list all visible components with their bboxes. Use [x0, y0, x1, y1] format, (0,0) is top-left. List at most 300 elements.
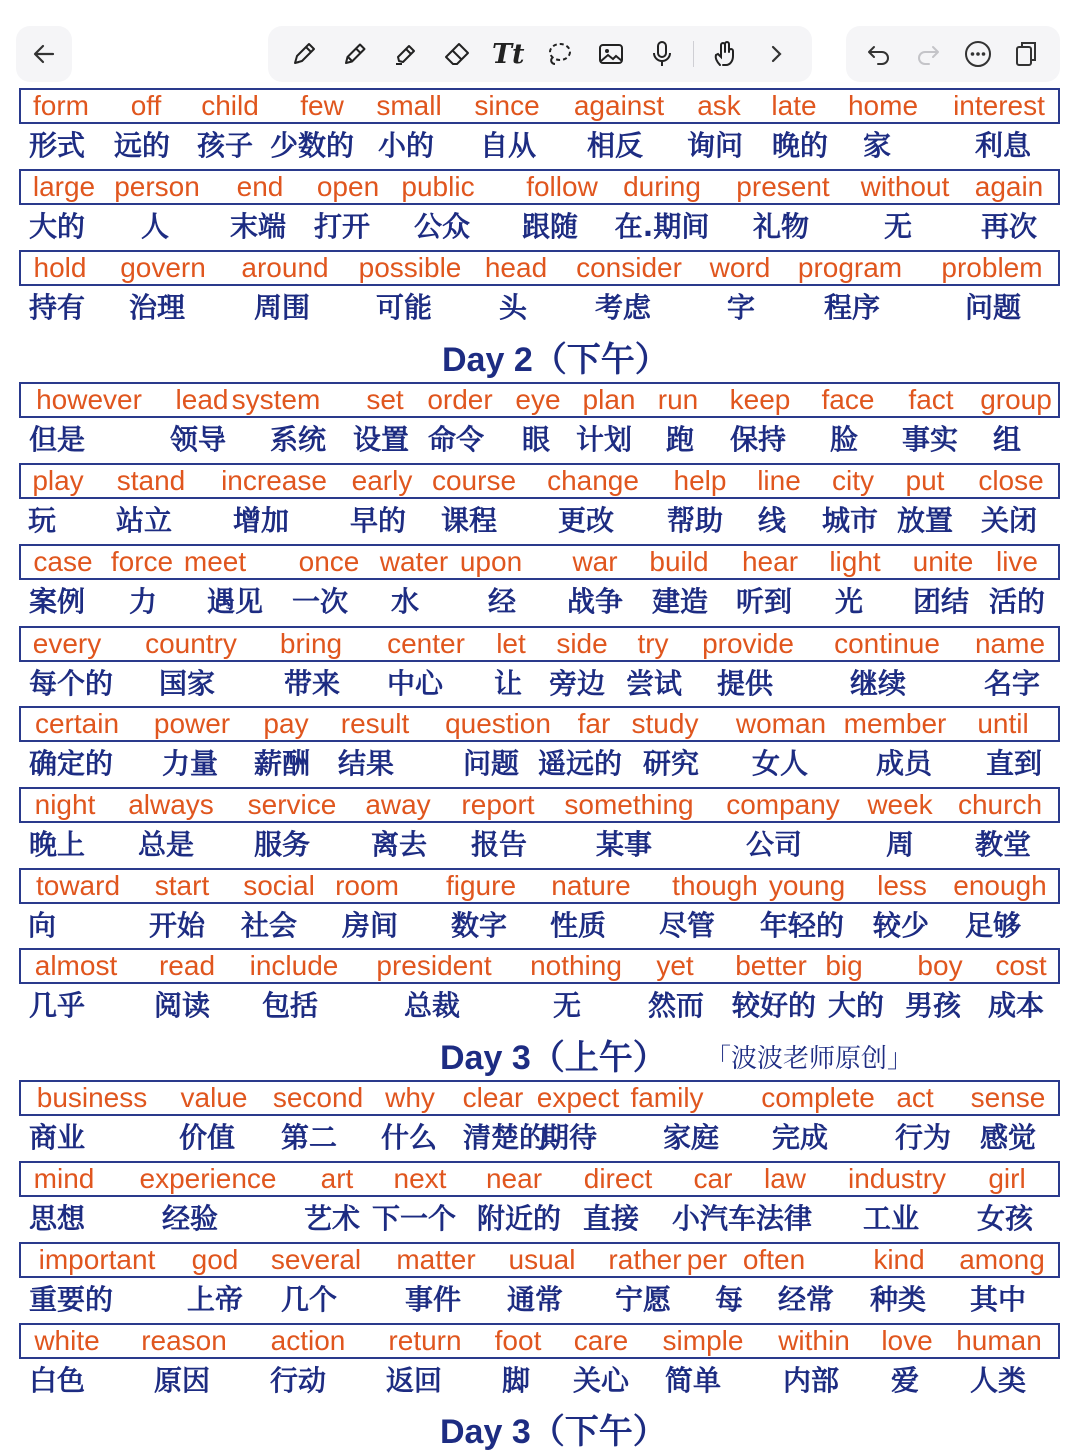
english-word: white [34, 1325, 100, 1356]
english-word: though [672, 870, 758, 901]
english-word: near [485, 1163, 543, 1194]
english-word: without [860, 171, 950, 202]
english-word: away [365, 789, 431, 820]
english-word: art [320, 1163, 354, 1194]
english-word: program [797, 252, 903, 283]
chinese-translation: 向 [27, 909, 57, 942]
back-button[interactable] [16, 26, 72, 82]
english-word: line [757, 465, 801, 496]
chinese-translation: 简单 [664, 1364, 722, 1397]
chinese-translation: 可能 [375, 291, 433, 324]
chinese-translations-row [0, 744, 1080, 784]
more-icon[interactable] [958, 34, 998, 74]
english-word: toward [35, 870, 121, 901]
chinese-translation: 人类 [969, 1364, 1027, 1397]
lasso-icon[interactable] [539, 34, 579, 74]
chinese-translation: 教堂 [974, 828, 1032, 861]
english-word: home [847, 90, 919, 121]
english-word: reason [141, 1325, 227, 1356]
english-word: week [867, 789, 933, 820]
chinese-translation: 询问 [686, 129, 744, 162]
chinese-translation: 大的 [28, 210, 86, 243]
chinese-translation: 离去 [370, 828, 428, 861]
english-word: play [32, 465, 84, 496]
english-word: open [316, 171, 380, 202]
chinese-translation: 增加 [232, 504, 290, 537]
english-word: build [649, 546, 709, 577]
english-word: ask [697, 90, 741, 121]
chinese-translation: 无 [883, 210, 913, 243]
chinese-translation: 行动 [269, 1364, 327, 1397]
english-word: boy [917, 950, 963, 981]
english-word: keep [729, 384, 791, 415]
chinese-translation: 礼物 [752, 210, 810, 243]
english-word: better [735, 950, 807, 981]
chinese-translation: 跑 [665, 423, 695, 456]
english-word: far [577, 708, 611, 739]
english-word: once [298, 546, 360, 577]
chinese-translation: 种类 [869, 1283, 927, 1316]
english-word: interest [953, 90, 1045, 121]
chinese-translation: 下一个 [371, 1202, 457, 1235]
chinese-translation: 水 [390, 585, 420, 618]
chinese-translation: 确定的 [28, 747, 114, 780]
chinese-translation: 周 [885, 828, 915, 861]
english-word: certain [34, 708, 120, 739]
pages-icon[interactable] [1007, 34, 1047, 74]
english-word: late [771, 90, 817, 121]
chinese-translations-row [0, 1361, 1080, 1401]
pencil-icon[interactable] [335, 34, 375, 74]
chinese-translations-row [0, 126, 1080, 166]
english-word: public [401, 171, 475, 202]
english-word: upon [459, 546, 523, 577]
english-word: young [768, 870, 846, 901]
chevron-right-icon[interactable] [756, 34, 796, 74]
chinese-translation: 白色 [28, 1364, 86, 1397]
english-words-row [19, 1242, 1060, 1278]
chinese-translation: 跟随 [521, 210, 579, 243]
english-words-row [19, 948, 1060, 984]
english-word: per [686, 1244, 728, 1275]
english-word: direct [583, 1163, 653, 1194]
english-word: possible [358, 252, 462, 283]
chinese-translation: 国家 [158, 667, 216, 700]
english-word: often [742, 1244, 806, 1275]
english-word: system [231, 384, 321, 415]
chinese-translation: 旁边 [548, 667, 606, 700]
chinese-translation: 小汽车 [671, 1202, 757, 1235]
english-word: light [829, 546, 881, 577]
chinese-translation: 玩 [27, 504, 57, 537]
english-word: several [270, 1244, 362, 1275]
chinese-translation: 带来 [283, 667, 341, 700]
english-word: action [270, 1325, 346, 1356]
chinese-translation: 组 [992, 423, 1022, 456]
english-word: war [572, 546, 618, 577]
chinese-translation: 提供 [716, 667, 774, 700]
chinese-translation: 在.期间 [614, 210, 710, 243]
english-word: almost [34, 950, 118, 981]
english-word: person [114, 171, 200, 202]
chinese-translation: 关心 [572, 1364, 630, 1397]
english-word: big [825, 950, 863, 981]
english-word: matter [396, 1244, 476, 1275]
english-word: close [978, 465, 1044, 496]
undo-icon[interactable] [859, 34, 899, 74]
chinese-translation: 无 [552, 989, 582, 1022]
english-word: kind [873, 1244, 925, 1275]
english-word: company [726, 789, 840, 820]
chinese-translation: 薪酬 [253, 747, 311, 780]
chinese-translation: 站立 [115, 504, 173, 537]
english-word: stand [116, 465, 186, 496]
english-words-row [19, 626, 1060, 662]
english-word: human [956, 1325, 1042, 1356]
english-words-row [19, 706, 1060, 742]
english-word: rather [608, 1244, 682, 1275]
chinese-translation: 人 [140, 210, 170, 243]
chinese-translation: 女孩 [976, 1202, 1034, 1235]
english-word: church [957, 789, 1043, 820]
chinese-translation: 早的 [349, 504, 407, 537]
chinese-translation: 公众 [413, 210, 471, 243]
chinese-translations-row [0, 1118, 1080, 1158]
english-word: head [484, 252, 548, 283]
english-word: few [300, 90, 344, 121]
chinese-translation: 性质 [549, 909, 607, 942]
chinese-translation: 然而 [647, 989, 705, 1022]
english-word: social [243, 870, 315, 901]
english-word: meet [183, 546, 247, 577]
english-word: force [110, 546, 174, 577]
english-word: small [376, 90, 442, 121]
english-word: care [573, 1325, 629, 1356]
chinese-translation: 上帝 [186, 1283, 244, 1316]
chinese-translation: 利息 [974, 129, 1032, 162]
chinese-translations-row [0, 1199, 1080, 1239]
english-word: law [763, 1163, 807, 1194]
english-word: set [366, 384, 404, 415]
image-icon[interactable] [591, 34, 631, 74]
chinese-translation: 直到 [985, 747, 1043, 780]
english-word: name [974, 628, 1046, 659]
chinese-translation: 形式 [28, 129, 86, 162]
chinese-translations-row [0, 288, 1080, 328]
chinese-translation: 建造 [651, 585, 709, 618]
chinese-translation: 小的 [377, 129, 435, 162]
chinese-translation: 但是 [28, 423, 86, 456]
toolbar-divider [693, 41, 694, 67]
chinese-translation: 年轻的 [759, 909, 845, 942]
english-word: president [376, 950, 492, 981]
english-word: mind [33, 1163, 95, 1194]
chinese-translations-row [0, 420, 1080, 460]
chinese-translation: 其中 [969, 1283, 1027, 1316]
english-word: consider [576, 252, 682, 283]
english-word: order [427, 384, 493, 415]
english-word: study [631, 708, 699, 739]
chinese-translation: 期待 [540, 1121, 598, 1154]
english-word: group [980, 384, 1052, 415]
chinese-translation: 案例 [28, 585, 86, 618]
english-words-row [19, 868, 1060, 904]
chinese-translations-row [0, 207, 1080, 247]
english-words-row [19, 1161, 1060, 1197]
english-word: form [33, 90, 89, 121]
english-words-row [19, 88, 1060, 124]
english-word: live [995, 546, 1039, 577]
chinese-translation: 系统 [269, 423, 327, 456]
chinese-translation: 尝试 [625, 667, 683, 700]
english-word: let [496, 628, 526, 659]
english-word: fact [908, 384, 954, 415]
chinese-translation: 爱 [890, 1364, 920, 1397]
english-word: follow [526, 171, 598, 202]
chinese-translation: 眼 [521, 423, 551, 456]
english-word: woman [735, 708, 827, 739]
chinese-translation: 遇见 [206, 585, 264, 618]
page-actions [846, 26, 1060, 82]
english-word: off [130, 90, 162, 121]
chinese-translation: 大的 [827, 989, 885, 1022]
chinese-translation: 每个的 [28, 667, 114, 700]
chinese-translation: 总裁 [403, 989, 461, 1022]
english-word: return [388, 1325, 462, 1356]
english-word: car [693, 1163, 733, 1194]
english-words-row [19, 169, 1060, 205]
chinese-translations-row [0, 501, 1080, 541]
chinese-translation: 命令 [427, 423, 485, 456]
chinese-translation: 保持 [729, 423, 787, 456]
english-word: side [556, 628, 608, 659]
chinese-translation: 晚上 [28, 828, 86, 861]
english-word: plan [582, 384, 636, 415]
english-word: present [736, 171, 830, 202]
chinese-translation: 帮助 [666, 504, 724, 537]
chinese-translation: 成员 [875, 747, 933, 780]
chinese-translation: 问题 [964, 291, 1022, 324]
chinese-translation: 问题 [462, 747, 520, 780]
chinese-translation: 经常 [777, 1283, 835, 1316]
pen-icon[interactable] [284, 34, 324, 74]
day3-afternoon-heading: Day 3（下午） [440, 1413, 667, 1451]
chinese-translation: 孩子 [196, 129, 254, 162]
chinese-translation: 程序 [823, 291, 881, 324]
english-word: case [33, 546, 93, 577]
chinese-translation: 光 [834, 585, 864, 618]
chinese-translation: 原因 [153, 1364, 211, 1397]
english-words-row [19, 787, 1060, 823]
chinese-translation: 价值 [178, 1121, 236, 1154]
english-word: govern [120, 252, 206, 283]
english-word: again [974, 171, 1044, 202]
chinese-translation: 领导 [169, 423, 227, 456]
english-word: girl [988, 1163, 1026, 1194]
chinese-translation: 中心 [386, 667, 444, 700]
chinese-translation: 周围 [253, 291, 311, 324]
english-word: always [128, 789, 214, 820]
english-word: change [547, 465, 639, 496]
chinese-translation: 行为 [894, 1121, 952, 1154]
chinese-translation: 继续 [849, 667, 907, 700]
english-word: course [431, 465, 517, 496]
chinese-translation: 遥远的 [537, 747, 623, 780]
english-words-row [19, 1080, 1060, 1116]
chinese-translation: 总是 [137, 828, 195, 861]
chinese-translation: 女人 [751, 747, 809, 780]
microphone-icon[interactable] [642, 34, 682, 74]
chinese-translation: 城市 [821, 504, 879, 537]
english-word: help [673, 465, 727, 496]
chinese-translation: 力量 [161, 747, 219, 780]
chinese-translation: 某事 [595, 828, 653, 861]
chinese-translation: 几个 [280, 1283, 338, 1316]
english-word: early [351, 465, 413, 496]
english-word: act [896, 1082, 934, 1113]
chinese-translation: 尽管 [658, 909, 716, 942]
chinese-translation: 计划 [575, 423, 633, 456]
chinese-translation: 足够 [964, 909, 1022, 942]
chinese-translation: 房间 [341, 909, 399, 942]
chinese-translation: 团结 [912, 585, 970, 618]
chinese-translation: 设置 [352, 423, 410, 456]
english-word: next [393, 1163, 447, 1194]
redo-icon[interactable] [908, 34, 948, 74]
english-word: hear [741, 546, 799, 577]
english-word: provide [702, 628, 794, 659]
english-word: put [905, 465, 945, 496]
english-word: second [272, 1082, 364, 1113]
english-word: figure [445, 870, 517, 901]
chinese-translation: 服务 [253, 828, 311, 861]
chinese-translation: 一次 [291, 585, 349, 618]
english-words-row [19, 1323, 1060, 1359]
chinese-translation: 开始 [148, 909, 206, 942]
english-word: sense [970, 1082, 1046, 1113]
hand-draw-icon[interactable] [705, 34, 745, 74]
chinese-translation: 商业 [28, 1121, 86, 1154]
chinese-translations-row [0, 906, 1080, 946]
chinese-translation: 脸 [829, 423, 859, 456]
chinese-translation: 再次 [980, 210, 1038, 243]
english-word: complete [761, 1082, 875, 1113]
english-word: include [249, 950, 339, 981]
chinese-translation: 考虑 [594, 291, 652, 324]
english-word: why [385, 1082, 435, 1113]
chinese-translation: 事实 [901, 423, 959, 456]
chinese-translation: 自从 [479, 129, 537, 162]
chinese-translation: 较少 [872, 909, 930, 942]
english-words-row [19, 544, 1060, 580]
chinese-translation: 持有 [28, 291, 86, 324]
english-word: among [959, 1244, 1045, 1275]
english-word: city [832, 465, 874, 496]
english-word: clear [462, 1082, 524, 1113]
chinese-translation: 包括 [261, 989, 319, 1022]
english-word: country [145, 628, 237, 659]
chinese-translation: 少数的 [269, 129, 355, 162]
chinese-translation: 报告 [470, 828, 528, 861]
english-word: lead [175, 384, 229, 415]
highlighter-icon[interactable] [386, 34, 426, 74]
english-word: pay [263, 708, 309, 739]
original-author-note: 「波波老师原创」 [705, 1044, 914, 1074]
english-word: increase [221, 465, 327, 496]
chinese-translation: 事件 [404, 1283, 462, 1316]
english-word: start [154, 870, 210, 901]
chinese-translation: 法律 [755, 1202, 813, 1235]
english-word: within [778, 1325, 850, 1356]
english-word: against [573, 90, 665, 121]
chinese-translation: 家庭 [662, 1121, 720, 1154]
chinese-translation: 艺术 [303, 1202, 361, 1235]
chinese-translation: 战争 [566, 585, 624, 618]
chinese-translation: 清楚的 [462, 1121, 548, 1154]
chinese-translation: 经 [487, 585, 517, 618]
chinese-translation: 打开 [313, 210, 371, 243]
english-word: end [236, 171, 284, 202]
chinese-translation: 经验 [161, 1202, 219, 1235]
chinese-translation: 听到 [735, 585, 793, 618]
chinese-translation: 让 [493, 667, 523, 700]
english-word: read [158, 950, 216, 981]
chinese-translation: 头 [498, 291, 528, 324]
chinese-translation: 社会 [240, 909, 298, 942]
english-word: large [32, 171, 96, 202]
chinese-translation: 末端 [229, 210, 287, 243]
chinese-translation: 活的 [988, 585, 1046, 618]
chinese-translation: 完成 [771, 1121, 829, 1154]
english-word: family [630, 1082, 704, 1113]
chinese-translation: 相反 [586, 129, 644, 162]
chinese-translation: 通常 [506, 1283, 564, 1316]
chinese-translation: 治理 [128, 291, 186, 324]
chinese-translation: 男孩 [904, 989, 962, 1022]
chinese-translation: 每 [714, 1283, 744, 1316]
english-word: simple [662, 1325, 744, 1356]
english-word: yet [656, 950, 694, 981]
english-word: result [340, 708, 410, 739]
english-word: report [461, 789, 535, 820]
english-word: important [38, 1244, 156, 1275]
english-word: continue [834, 628, 940, 659]
chinese-translation: 附近的 [476, 1202, 562, 1235]
english-word: service [247, 789, 337, 820]
chinese-translation: 阅读 [153, 989, 211, 1022]
english-word: word [709, 252, 771, 283]
chinese-translation: 力 [128, 585, 158, 618]
text-icon[interactable]: Tt [491, 38, 525, 70]
english-word: something [564, 789, 694, 820]
chinese-translations-row [0, 582, 1080, 622]
chinese-translation: 几乎 [28, 989, 86, 1022]
english-word: love [881, 1325, 933, 1356]
english-word: problem [941, 252, 1043, 283]
english-word: value [180, 1082, 248, 1113]
english-word: cost [995, 950, 1047, 981]
eraser-icon[interactable] [437, 34, 477, 74]
chinese-translation: 返回 [385, 1364, 443, 1397]
english-word: nature [551, 870, 631, 901]
chinese-translations-row [0, 1280, 1080, 1320]
english-word: business [36, 1082, 148, 1113]
chinese-translation: 晚的 [771, 129, 829, 162]
english-word: god [191, 1244, 239, 1275]
chinese-translation: 研究 [642, 747, 700, 780]
english-word: water [379, 546, 449, 577]
english-word: experience [139, 1163, 277, 1194]
